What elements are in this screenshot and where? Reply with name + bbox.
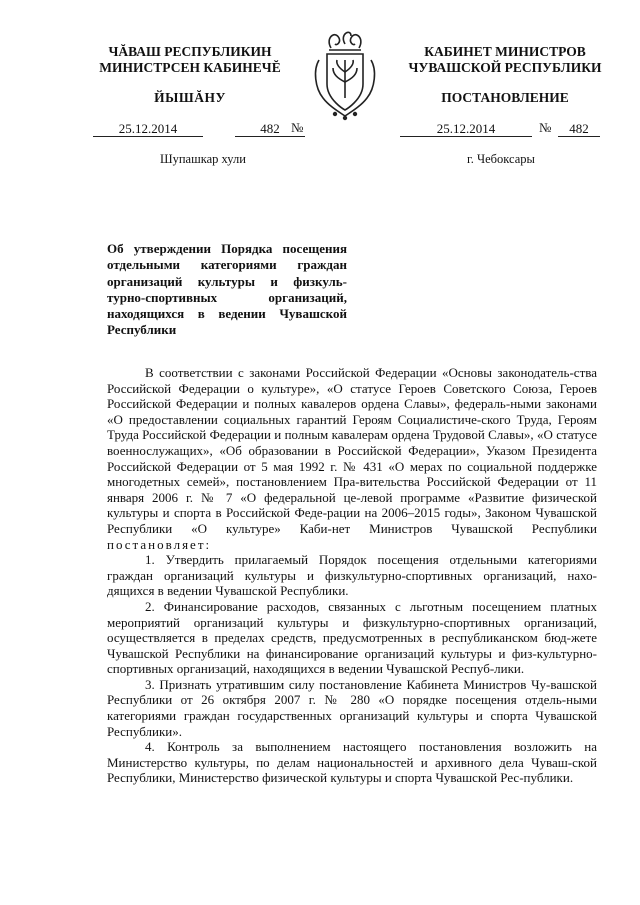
left-header <box>70 44 310 76</box>
left-date-field <box>93 121 203 137</box>
item-1-paragraph: 1. Утвердить прилагаемый Порядок посещения отдельными категориями граждан организаций культуры и физкультурно-спортивных организаций, нахо-дящихся в ведении Чувашской Республики. <box>107 552 597 599</box>
left-header-line1: ЧĂВАШ РЕСПУБЛИКИН <box>108 44 272 59</box>
left-no-sign: № <box>291 120 304 135</box>
preamble-text: В соответствии с законами Российской Федерации «Основы законодатель-ства Российской Федерации о культуре», «О статусе Героев Советского Союза, Героев Российской Федерации и полных кавалеров ордена Славы», федераль-ными законами «О предоставлении социальных гарантий Героям Социалистиче-ского Труда, Героям Труда Российской Федерации и полным кавалерам ордена Трудовой Славы», «О статусе военнослужащих», «Об образовании в Российской Федерации», Указом Президента Российской Федерации от 5 мая 1992 г. № 431 «О мерах по социальной поддержке многодетных семей», постановлением Пра-вительства Российской Федерации от 11 января 2006 г. № 7 «О федеральной це-левой программе «Развитие физической культуры и спорта в Российской Феде-рации на 2006–2015 годы», Законом Чувашской Республики «О культуре» Каби-нет Министров Чувашской Республики <box>107 365 597 536</box>
right-date: 25.12.2014 <box>436 121 496 136</box>
left-number: 482 <box>260 121 280 136</box>
left-date: 25.12.2014 <box>118 121 178 136</box>
coat-of-arms-emblem <box>309 26 381 122</box>
preamble-paragraph <box>107 365 597 552</box>
right-number: 482 <box>569 121 589 136</box>
right-header-line1: КАБИНЕТ МИНИСТРОВ <box>424 44 586 59</box>
item-3-paragraph: 3. Признать утратившим силу постановление Кабинета Министров Чу-вашской Республики от 26 октября 2007 г. № 280 «О порядке посещения отдель-ными категориями граждан государственных организаций культуры и спорта Чувашской Республики». <box>107 676 597 739</box>
right-header <box>390 44 620 76</box>
right-city: г. Чебоксары <box>467 152 535 166</box>
document-title: Об утверждении Порядка посещения отдельными категориями граждан организаций культуры и физкуль-турно-спортивных организаций, находящихся в ведении Чувашской Республики <box>107 241 347 338</box>
left-doctype: ЙЫШĂНУ <box>154 90 226 105</box>
right-doctype: ПОСТАНОВЛЕНИЕ <box>441 90 569 105</box>
decree-word: постановляет: <box>107 536 212 552</box>
right-header-line2: ЧУВАШСКОЙ РЕСПУБЛИКИ <box>408 60 602 75</box>
left-header-line2: МИНИСТРСЕН КАБИНЕЧĔ <box>99 60 281 75</box>
right-no-sign: № <box>539 120 552 135</box>
right-number-field <box>558 121 600 137</box>
item-2-paragraph: 2. Финансирование расходов, связанных с льготным посещением платных мероприятий организаций культуры и физкультурно-спортивных организаций, осуществляется в пределах средств, предусмотренных в республиканском бюд-жете Чувашской Республики на финансирование организаций культуры и физ-культурно-спортивных организаций, находящихся в ведении Чувашской Респуб-лики. <box>107 598 597 677</box>
right-date-field <box>400 121 532 137</box>
left-city: Шупашкар хули <box>160 152 246 166</box>
item-4-paragraph: 4. Контроль за выполнением настоящего постановления возложить на Министерство культуры, по делам национальностей и архивного дела Чуваш-ской Республики, Министерство физической культуры и спорта Чувашской Рес-публики. <box>107 739 597 786</box>
document-body <box>107 365 597 786</box>
